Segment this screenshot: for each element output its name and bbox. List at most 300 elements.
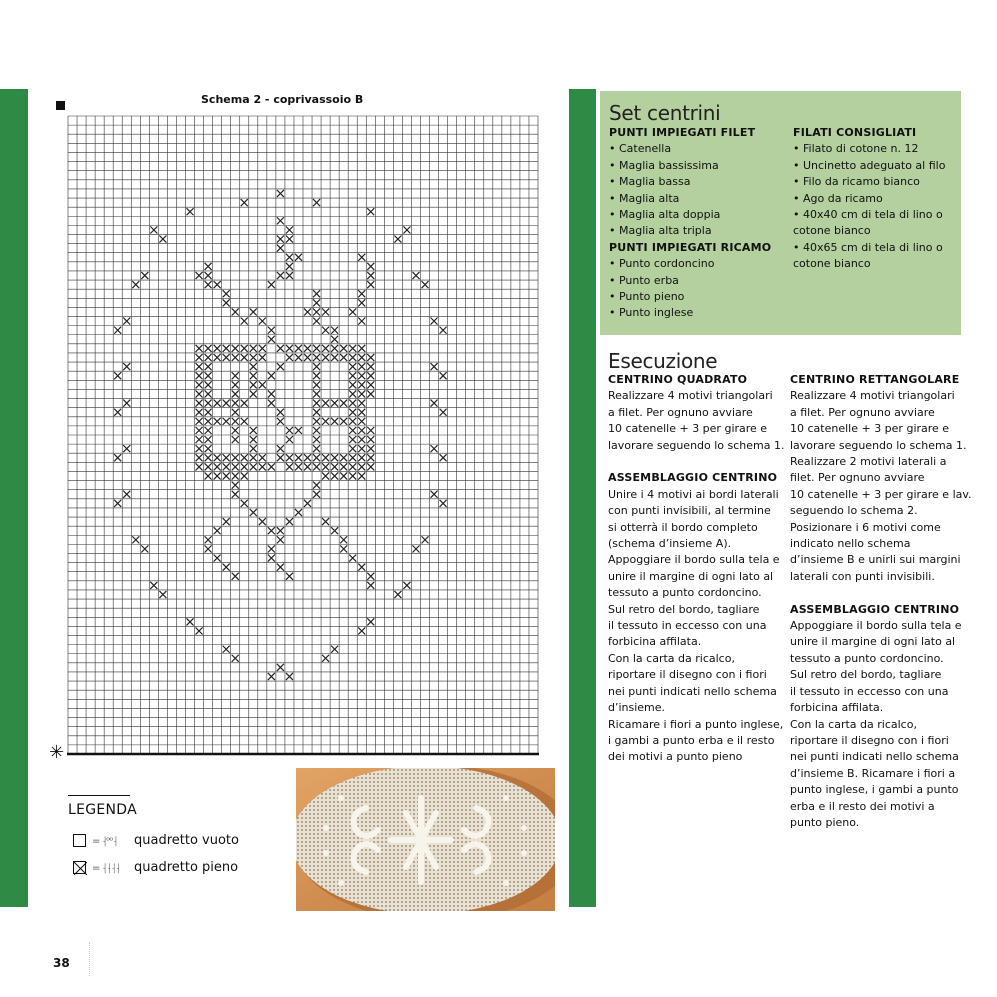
filled-cell: [431, 363, 438, 370]
filled-cell: [313, 445, 320, 452]
filled-cell: [232, 655, 239, 662]
filled-cell: [331, 327, 338, 334]
text-line: punto pieno.: [790, 815, 860, 829]
filled-cell: [205, 381, 212, 388]
filled-cell: [214, 527, 221, 534]
filled-cell: [358, 372, 365, 379]
filled-cell: [358, 354, 365, 361]
text-line: Con la carta da ricalco,: [608, 651, 735, 665]
filled-cell: [358, 363, 365, 370]
text-line: • Punto pieno: [609, 290, 685, 304]
filled-cell: [295, 254, 302, 261]
filled-cell: [232, 454, 239, 461]
filled-cell: [367, 390, 374, 397]
filled-cell: [268, 673, 275, 680]
text-line: il tessuto in eccesso con una: [790, 684, 949, 698]
filled-cell: [259, 381, 266, 388]
materials-right-column: [793, 125, 945, 273]
filled-cell: [349, 345, 356, 352]
filled-cell: [150, 582, 157, 589]
text-line: lavorare seguendo lo schema 1.: [608, 438, 785, 452]
filled-cell: [367, 427, 374, 434]
text-line: seguendo lo schema 2.: [790, 504, 918, 518]
filled-cell: [223, 418, 230, 425]
filled-cell: [205, 363, 212, 370]
filled-cell: [268, 400, 275, 407]
filled-cell: [250, 390, 257, 397]
filled-cell: [331, 418, 338, 425]
text-line: unire il margine di ogni lato al: [608, 569, 774, 583]
filled-cell: [286, 463, 293, 470]
filled-cell: [313, 290, 320, 297]
filled-cell: [250, 345, 257, 352]
section-heading: CENTRINO RETTANGOLARE: [790, 373, 960, 386]
filled-cell: [431, 400, 438, 407]
filled-cell: [241, 463, 248, 470]
filled-cell: [367, 281, 374, 288]
filled-cell: [268, 463, 275, 470]
filled-cell: [114, 409, 121, 416]
filled-cell: [223, 299, 230, 306]
filled-cell: [268, 327, 275, 334]
text-line: d’insieme B. Ricamare i fiori a: [790, 766, 956, 780]
filled-cell: [114, 372, 121, 379]
filled-cell: [367, 582, 374, 589]
filled-cell: [304, 308, 311, 315]
filled-cell: [367, 372, 374, 379]
text-line: si otterrà il bordo completo: [608, 520, 758, 534]
filled-cell: [331, 354, 338, 361]
filled-cell: [232, 354, 239, 361]
filled-cell: [367, 454, 374, 461]
filled-cell: [431, 491, 438, 498]
text-line: Unire i 4 motivi ai bordi laterali: [608, 487, 779, 501]
filled-cell: [232, 345, 239, 352]
text-line: Sul retro del bordo, tagliare: [608, 602, 760, 616]
filled-cell: [259, 318, 266, 325]
filled-cell: [304, 354, 311, 361]
text-line: con punti invisibili, al termine: [608, 504, 771, 518]
filled-cell: [132, 536, 139, 543]
filled-cell: [358, 454, 365, 461]
filled-cell: [331, 472, 338, 479]
filled-cell: [313, 308, 320, 315]
filled-cell: [241, 318, 248, 325]
section-heading: ASSEMBLAGGIO CENTRINO: [608, 471, 778, 485]
filled-cell: [313, 436, 320, 443]
filled-cell: [349, 463, 356, 470]
section-heading: CENTRINO QUADRATO: [608, 373, 748, 386]
filled-cell: [114, 454, 121, 461]
filled-cell: [349, 308, 356, 315]
filled-cell: [223, 646, 230, 653]
text-line: Appoggiare il bordo sulla tela e: [790, 619, 962, 633]
filled-cell: [422, 536, 429, 543]
filled-cell: [241, 354, 248, 361]
text-line: erba e il resto dei motivi a: [790, 799, 935, 813]
filled-cell: [367, 208, 374, 215]
filled-cell: [331, 400, 338, 407]
legend-empty-row: [73, 831, 239, 849]
filled-cell: [223, 454, 230, 461]
filled-cell: [250, 445, 257, 452]
filled-cell: [241, 454, 248, 461]
filled-cell: [367, 445, 374, 452]
filled-cell: [440, 409, 447, 416]
filled-cell: [313, 491, 320, 498]
filled-cell: [313, 482, 320, 489]
filled-cell: [304, 345, 311, 352]
filled-cell: [187, 208, 194, 215]
filled-cell: [250, 454, 257, 461]
text-line: a filet. Per ognuno avviare: [790, 405, 935, 419]
filled-cell: [241, 400, 248, 407]
filled-cell: [358, 254, 365, 261]
filled-square-icon: [73, 861, 86, 874]
chart-corner-marker: [56, 101, 65, 110]
execution-title: Esecuzione: [608, 349, 718, 373]
filled-cell: [232, 372, 239, 379]
filled-cell: [214, 554, 221, 561]
filled-cell: [196, 354, 203, 361]
filled-cell: [358, 345, 365, 352]
filled-cell: [349, 390, 356, 397]
filled-cell: [313, 463, 320, 470]
filled-cell: [232, 381, 239, 388]
filled-cell: [340, 463, 347, 470]
filled-cell: [394, 235, 401, 242]
text-line: riportare il disegno con i fiori: [790, 733, 949, 747]
filled-cell: [322, 354, 329, 361]
filled-cell: [277, 445, 284, 452]
filled-cell: [205, 436, 212, 443]
filled-cell: [313, 409, 320, 416]
filled-cell: [205, 409, 212, 416]
filled-cell: [349, 427, 356, 434]
filled-cell: [349, 554, 356, 561]
filled-cell: [367, 381, 374, 388]
filled-cell: [205, 454, 212, 461]
filled-cell: [358, 427, 365, 434]
filled-cell: [223, 463, 230, 470]
filled-cell: [340, 454, 347, 461]
filled-cell: [277, 235, 284, 242]
filled-cell: [286, 354, 293, 361]
filled-cell: [277, 345, 284, 352]
filled-cell: [187, 618, 194, 625]
filled-cell: [232, 427, 239, 434]
filled-cell: [196, 372, 203, 379]
filled-cell: [205, 400, 212, 407]
filled-cell: [132, 281, 139, 288]
text-line: • Maglia alta doppia: [609, 208, 721, 222]
text-line: indicato nello schema: [790, 537, 911, 551]
text-line: forbicina affilata.: [790, 701, 884, 715]
filled-cell: [295, 509, 302, 516]
text-line: Appoggiare il bordo sulla tela e: [608, 553, 780, 567]
filled-cell: [349, 472, 356, 479]
left-accent-bar: [0, 89, 28, 907]
filled-cell: [322, 418, 329, 425]
filled-cell: [268, 336, 275, 343]
execution-right-column: [790, 372, 972, 831]
text-line: • Maglia bassissima: [609, 158, 719, 172]
filled-cell: [394, 591, 401, 598]
filled-cell: [205, 472, 212, 479]
filled-cell: [295, 345, 302, 352]
text-line: Ricamare i fiori a punto inglese,: [608, 717, 784, 731]
filled-cell: [313, 390, 320, 397]
filled-cell: [232, 573, 239, 580]
filled-cell: [250, 363, 257, 370]
text-line: • Punto cordoncino: [609, 257, 715, 271]
filled-cell: [114, 500, 121, 507]
filled-cell: [196, 409, 203, 416]
filled-cell: [358, 627, 365, 634]
filled-stitch-symbols: = ⸡⸡⸡⸡: [92, 863, 120, 874]
filled-cell: [367, 363, 374, 370]
filled-cell: [313, 318, 320, 325]
filled-cell: [313, 418, 320, 425]
filled-cell: [331, 345, 338, 352]
filled-cell: [367, 272, 374, 279]
filled-cell: [331, 463, 338, 470]
filled-cell: [241, 500, 248, 507]
text-line: 10 catenelle + 3 per girare e lav.: [790, 487, 972, 501]
filled-cell: [277, 409, 284, 416]
filled-cell: [250, 372, 257, 379]
filled-cell: [141, 545, 148, 552]
filet-chart-grid: [67, 115, 539, 757]
filled-cell: [277, 217, 284, 224]
filled-cell: [313, 372, 320, 379]
filled-cell: [331, 527, 338, 534]
filled-cell: [412, 545, 419, 552]
filled-cell: [277, 564, 284, 571]
filled-cell: [223, 564, 230, 571]
filled-cell: [241, 199, 248, 206]
filled-cell: [232, 308, 239, 315]
section-heading: PUNTI IMPIEGATI RICAMO: [609, 240, 772, 254]
filled-cell: [358, 564, 365, 571]
text-line: i gambi a punto erba e il resto: [608, 733, 775, 747]
filled-cell: [159, 591, 166, 598]
filled-cell: [358, 445, 365, 452]
filled-cell: [214, 345, 221, 352]
filled-cell: [214, 454, 221, 461]
filled-cell: [205, 372, 212, 379]
filled-cell: [150, 226, 157, 233]
center-accent-bar: [569, 89, 596, 907]
filled-cell: [196, 418, 203, 425]
doily-photo: [296, 768, 555, 911]
text-line: Realizzare 2 motivi laterali a: [790, 455, 947, 469]
filled-cell: [123, 363, 130, 370]
filled-cell: [286, 454, 293, 461]
filled-cell: [232, 491, 239, 498]
filled-cell: [259, 345, 266, 352]
text-line: il tessuto in eccesso con una: [608, 619, 767, 633]
filled-cell: [223, 290, 230, 297]
text-line: unire il margine di ogni lato al: [790, 635, 956, 649]
filled-cell: [440, 327, 447, 334]
text-line: forbicina affilata.: [608, 635, 702, 649]
filled-cell: [286, 673, 293, 680]
materials-title: Set centrini: [609, 101, 721, 125]
filled-cell: [322, 454, 329, 461]
text-line: • Uncinetto adeguato al filo: [793, 158, 946, 172]
filled-cell: [205, 545, 212, 552]
page-number: 38: [53, 956, 70, 970]
text-line: tessuto a punto cordoncino.: [608, 586, 762, 600]
filled-cell: [286, 427, 293, 434]
filled-cell: [250, 427, 257, 434]
filled-cell: [286, 573, 293, 580]
filled-cell: [340, 400, 347, 407]
filled-cell: [259, 463, 266, 470]
filled-cell: [331, 454, 338, 461]
text-line: • Filo da ricamo bianco: [793, 175, 920, 189]
filled-cell: [403, 582, 410, 589]
text-line: riportare il disegno con i fiori: [608, 668, 767, 682]
filled-cell: [196, 627, 203, 634]
text-line: lavorare seguendo lo schema 1.: [790, 438, 967, 452]
filled-cell: [268, 527, 275, 534]
empty-square-icon: [73, 834, 86, 847]
filled-cell: [322, 345, 329, 352]
filled-cell: [358, 318, 365, 325]
text-line: nei punti indicati nello schema: [608, 684, 777, 698]
text-line: • Punto inglese: [609, 306, 694, 320]
text-line: nei punti indicati nello schema: [790, 750, 959, 764]
filled-cell: [277, 527, 284, 534]
filled-cell: [331, 646, 338, 653]
filled-cell: [286, 235, 293, 242]
text-line: (schema d’insieme A).: [608, 537, 732, 551]
filled-cell: [268, 372, 275, 379]
text-line: a filet. Per ognuno avviare: [608, 405, 753, 419]
filled-cell: [349, 454, 356, 461]
text-line: • Ago da ricamo: [793, 191, 883, 205]
filled-cell: [322, 518, 329, 525]
filled-cell: [440, 454, 447, 461]
filled-cell: [232, 482, 239, 489]
legend-rule: [68, 795, 130, 796]
filled-cell: [205, 427, 212, 434]
filled-cell: [250, 381, 257, 388]
filled-cell: [349, 354, 356, 361]
filled-cell: [223, 354, 230, 361]
text-line: tessuto a punto cordoncino.: [790, 651, 944, 665]
section-heading: ASSEMBLAGGIO CENTRINO: [790, 602, 960, 616]
filled-cell: [295, 454, 302, 461]
filled-cell: [214, 281, 221, 288]
filled-cell: [431, 445, 438, 452]
filled-cell: [250, 354, 257, 361]
filled-cell: [313, 299, 320, 306]
empty-stitch-symbols: = ⸡ᵒᵒ⸡: [92, 836, 117, 847]
filled-cell: [358, 390, 365, 397]
filled-cell: [304, 463, 311, 470]
filled-cell: [313, 454, 320, 461]
filled-cell: [196, 345, 203, 352]
filled-cell: [313, 345, 320, 352]
text-line: Con la carta da ricalco,: [790, 717, 917, 731]
filled-cell: [114, 327, 121, 334]
filled-cell: [358, 299, 365, 306]
filled-cell: [268, 554, 275, 561]
filled-cell: [349, 418, 356, 425]
filled-cell: [440, 372, 447, 379]
filled-cell: [214, 463, 221, 470]
filled-cell: [349, 363, 356, 370]
filled-cell: [349, 400, 356, 407]
filled-cell: [340, 418, 347, 425]
text-line: punto inglese, i gambi a punto: [790, 783, 959, 797]
filled-cell: [196, 381, 203, 388]
filled-cell: [358, 472, 365, 479]
legend-title: LEGENDA: [68, 802, 138, 818]
filled-cell: [196, 272, 203, 279]
text-line: Posizionare i 6 motivi come: [790, 520, 941, 534]
filled-cell: [259, 354, 266, 361]
filled-cell: [358, 290, 365, 297]
filled-cell: [358, 418, 365, 425]
filled-cell: [259, 454, 266, 461]
filled-cell: [340, 536, 347, 543]
filled-cell: [205, 418, 212, 425]
filled-cell: [232, 390, 239, 397]
text-line: filet. Per ognuno avviare: [790, 471, 925, 485]
filled-cell: [241, 418, 248, 425]
filled-cell: [322, 327, 329, 334]
filled-cell: [123, 318, 130, 325]
chart-title: Schema 2 - coprivassoio B: [201, 93, 364, 106]
filled-cell: [123, 491, 130, 498]
filled-cell: [196, 427, 203, 434]
filled-cell: [322, 308, 329, 315]
filled-cell: [268, 281, 275, 288]
text-line: • Catenella: [609, 142, 672, 156]
filled-cell: [322, 472, 329, 479]
filled-cell: [241, 472, 248, 479]
text-line: • Maglia bassa: [609, 175, 691, 189]
text-line: 10 catenelle + 3 per girare e: [790, 422, 950, 436]
filled-cell: [349, 445, 356, 452]
filled-cell: [205, 281, 212, 288]
text-line: • Punto erba: [609, 273, 679, 287]
text-line: d’insieme B e unirli sui margini: [790, 553, 961, 567]
filled-cell: [340, 354, 347, 361]
filled-cell: [123, 445, 130, 452]
filled-cell: [277, 418, 284, 425]
filled-cell: [196, 363, 203, 370]
filled-cell: [214, 418, 221, 425]
filled-cell: [223, 518, 230, 525]
filled-cell: [214, 400, 221, 407]
filled-cell: [286, 436, 293, 443]
filled-cell: [241, 345, 248, 352]
filled-cell: [259, 518, 266, 525]
legend-filled-row: [73, 858, 238, 876]
filled-cell: [232, 409, 239, 416]
filled-cell: [358, 381, 365, 388]
filled-cell: [277, 190, 284, 197]
filled-cell: [232, 436, 239, 443]
execution-left-column: [608, 372, 785, 766]
filled-cell: [232, 418, 239, 425]
filled-cell: [349, 372, 356, 379]
